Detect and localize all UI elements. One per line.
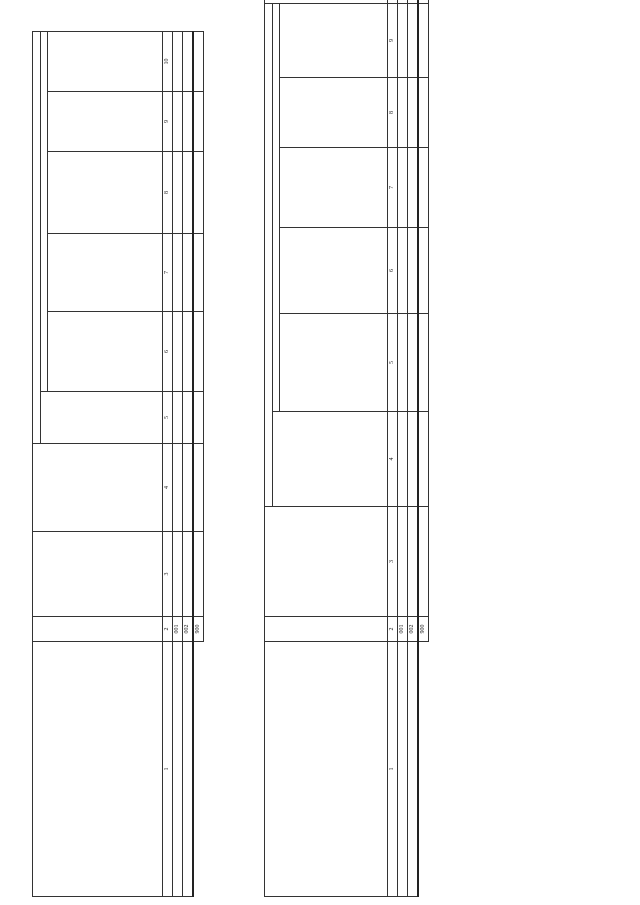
data-cell[interactable] bbox=[183, 392, 194, 444]
code-cell: 002 bbox=[183, 617, 194, 642]
data-cell[interactable] bbox=[183, 31, 194, 91]
data-cell[interactable] bbox=[183, 152, 194, 234]
header-staff-count bbox=[33, 532, 163, 617]
data-cell[interactable] bbox=[173, 234, 183, 312]
column-number: 1 bbox=[388, 642, 398, 897]
column-number: 5 bbox=[163, 392, 173, 444]
data-cell[interactable] bbox=[193, 312, 204, 392]
table-6-4-1 bbox=[264, 0, 429, 897]
total-row bbox=[193, 31, 204, 896]
column-number: 7 bbox=[163, 234, 173, 312]
code-cell: 002 bbox=[408, 617, 419, 642]
data-cell[interactable] bbox=[398, 0, 408, 3]
data-cell[interactable] bbox=[173, 312, 183, 392]
data-cell[interactable] bbox=[193, 92, 204, 152]
data-cell[interactable] bbox=[183, 92, 194, 152]
column-number: 4 bbox=[388, 412, 398, 507]
data-cell[interactable] bbox=[418, 228, 429, 314]
header-col5 bbox=[280, 314, 388, 412]
data-cell[interactable] bbox=[193, 444, 204, 532]
data-cell[interactable] bbox=[418, 507, 429, 617]
data-cell[interactable] bbox=[418, 0, 429, 3]
header-col9 bbox=[280, 3, 388, 77]
data-cell[interactable] bbox=[173, 392, 183, 444]
column-number: 10 bbox=[163, 31, 173, 91]
data-cell[interactable] bbox=[398, 314, 408, 412]
header-total bbox=[273, 412, 388, 507]
data-cell[interactable] bbox=[193, 152, 204, 234]
data-cell[interactable] bbox=[408, 3, 419, 77]
header-col8 bbox=[280, 78, 388, 148]
table-row bbox=[408, 0, 419, 897]
column-number: 5 bbox=[388, 314, 398, 412]
header-col9 bbox=[48, 92, 163, 152]
column-number: 3 bbox=[163, 532, 173, 617]
data-cell[interactable] bbox=[418, 3, 429, 77]
column-number: 6 bbox=[388, 228, 398, 314]
column-number-row bbox=[388, 0, 398, 897]
code-cell: 001 bbox=[173, 617, 183, 642]
header-salary-fund bbox=[265, 507, 388, 617]
data-cell[interactable] bbox=[418, 314, 429, 412]
column-number: 9 bbox=[388, 3, 398, 77]
table-6-3-1 bbox=[32, 31, 204, 897]
table-row bbox=[183, 31, 194, 896]
header-col7 bbox=[280, 148, 388, 228]
data-cell[interactable] bbox=[398, 412, 408, 507]
header-in-that-number bbox=[41, 31, 48, 391]
data-cell[interactable] bbox=[193, 532, 204, 617]
position-cell[interactable] bbox=[173, 642, 183, 897]
data-cell[interactable] bbox=[408, 0, 419, 3]
column-number: 8 bbox=[388, 78, 398, 148]
position-cell[interactable] bbox=[398, 642, 408, 897]
data-cell[interactable] bbox=[398, 507, 408, 617]
data-cell[interactable] bbox=[183, 444, 194, 532]
code-cell: 900 bbox=[193, 617, 204, 642]
column-number-row bbox=[163, 31, 173, 896]
data-cell[interactable] bbox=[193, 31, 204, 91]
data-cell[interactable] bbox=[398, 78, 408, 148]
header-col8 bbox=[48, 152, 163, 234]
column-number: 3 bbox=[388, 507, 398, 617]
header-position bbox=[33, 642, 163, 897]
data-cell[interactable] bbox=[173, 31, 183, 91]
column-number: 2 bbox=[388, 617, 398, 642]
total-label bbox=[193, 642, 204, 897]
data-cell[interactable] bbox=[173, 92, 183, 152]
data-cell[interactable] bbox=[408, 507, 419, 617]
data-cell[interactable] bbox=[173, 532, 183, 617]
data-cell[interactable] bbox=[398, 228, 408, 314]
header-in-that-number bbox=[273, 3, 280, 411]
header-code bbox=[33, 617, 163, 642]
data-cell[interactable] bbox=[408, 78, 419, 148]
header-position bbox=[265, 642, 388, 897]
header-col6 bbox=[280, 228, 388, 314]
data-cell[interactable] bbox=[398, 148, 408, 228]
data-cell[interactable] bbox=[408, 314, 419, 412]
header-group bbox=[265, 3, 273, 506]
data-cell[interactable] bbox=[173, 444, 183, 532]
column-number: 6 bbox=[163, 312, 173, 392]
data-cell[interactable] bbox=[183, 234, 194, 312]
total-row bbox=[418, 0, 429, 897]
data-cell[interactable] bbox=[193, 234, 204, 312]
column-number bbox=[388, 0, 398, 3]
position-cell[interactable] bbox=[183, 642, 194, 897]
data-cell[interactable] bbox=[398, 3, 408, 77]
data-cell[interactable] bbox=[408, 228, 419, 314]
column-number: 9 bbox=[163, 92, 173, 152]
position-cell[interactable] bbox=[408, 642, 419, 897]
header-total bbox=[41, 392, 163, 444]
column-number: 1 bbox=[163, 642, 173, 897]
data-cell[interactable] bbox=[408, 148, 419, 228]
header-code bbox=[265, 617, 388, 642]
data-cell[interactable] bbox=[408, 412, 419, 507]
data-cell[interactable] bbox=[418, 78, 429, 148]
column-number: 8 bbox=[163, 152, 173, 234]
code-cell: 001 bbox=[398, 617, 408, 642]
data-cell[interactable] bbox=[183, 532, 194, 617]
data-cell[interactable] bbox=[418, 412, 429, 507]
total-label bbox=[418, 642, 429, 897]
header-salary bbox=[33, 444, 163, 532]
table-row bbox=[173, 31, 183, 896]
header-col7 bbox=[48, 234, 163, 312]
data-cell[interactable] bbox=[173, 152, 183, 234]
header-col10 bbox=[48, 31, 163, 91]
column-number: 4 bbox=[163, 444, 173, 532]
column-number: 2 bbox=[163, 617, 173, 642]
data-cell[interactable] bbox=[183, 312, 194, 392]
code-cell: 900 bbox=[418, 617, 429, 642]
data-cell[interactable] bbox=[418, 148, 429, 228]
header-col6 bbox=[48, 312, 163, 392]
table-row bbox=[398, 0, 408, 897]
header-group bbox=[33, 31, 41, 443]
column-number: 7 bbox=[388, 148, 398, 228]
data-cell[interactable] bbox=[193, 392, 204, 444]
